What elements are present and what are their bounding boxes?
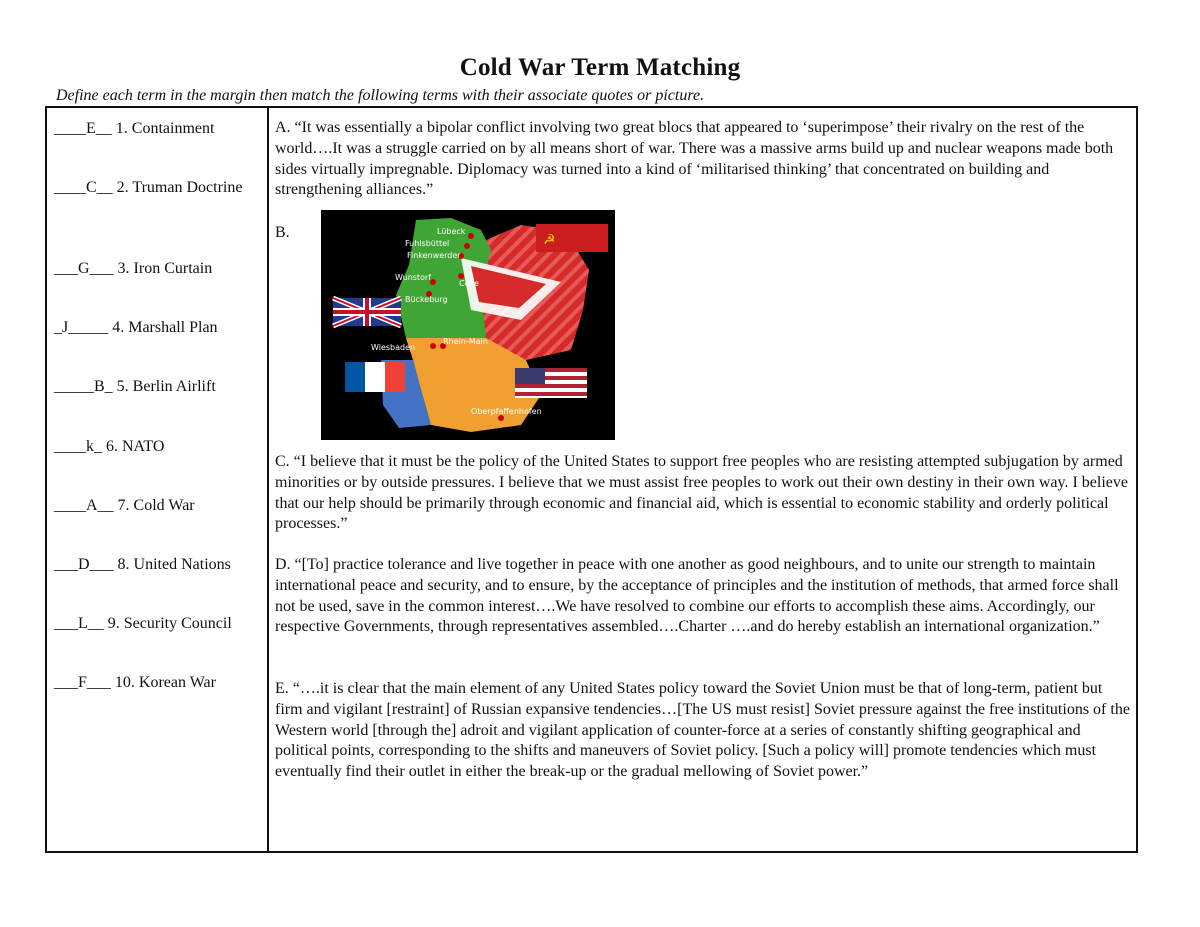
quote-c: C. “I believe that it must be the policy of the United States to support free peoples who are resisting attempted subjugation by armed minorities or by outside pressures. I believe that we must assist free peoples to work out their own destiny in their own way. I believe that our help should be primarily through economic and financial aid, which is essential to economic stability and orderly political processes.” [275, 453, 1128, 533]
instructions: Define each term in the margin then match the following terms with their associate quotes or picture. [56, 87, 705, 104]
matching-table [45, 106, 1138, 853]
map-label-rhein-main: Rhein-Main [443, 337, 488, 346]
map-label-wiesbaden: Wiesbaden [371, 343, 416, 352]
french-flag [345, 362, 405, 392]
svg-text:☭: ☭ [543, 232, 556, 248]
term-item: _____B_ 5. Berlin Airlift [54, 378, 216, 395]
map-label-finkenwerder: Finkenwerder [407, 251, 461, 260]
page-title: Cold War Term Matching [459, 54, 741, 81]
term-item: ____C__ 2. Truman Doctrine [54, 179, 243, 196]
quote-a: A. “It was essentially a bipolar conflict involving two great blocs that appeared to ‘superimpose’ their rivalry on the rest of the world….It was a struggle carried on by all means short of war. There was a massive arms build up and nuclear weapons made both sides virtually impregnable. Diplomacy was turned into a kind of ‘militarised thinking’ that concentrated on building and strengthening alliances.” [275, 119, 1114, 199]
term-item: ____k_ 6. NATO [54, 438, 165, 455]
term-item: ____E__ 1. Containment [54, 120, 215, 137]
map-label-lubeck: Lübeck [437, 227, 466, 236]
germany-map-image [321, 210, 615, 440]
quote-b-label: B. [275, 224, 290, 241]
column-divider [267, 108, 269, 851]
term-item: ___D___ 8. United Nations [54, 556, 231, 573]
term-item: _J_____ 4. Marshall Plan [54, 319, 218, 336]
quote-e: E. “….it is clear that the main element of any United States policy toward the Soviet Union must be that of long-term, patient but firm and vigilant [restraint] of Russian expansive tendencies…[The US must resist] Soviet pressure against the free institutions of the Western world [through the] adroit and vigilant application of counter-force at a series of constantly shifting geographical and political points, corresponding to the shifts and maneuvers of Soviet policy. [Such a policy will] promote tendencies which must eventually find their outlet in either the break-up or the gradual mellowing of Soviet power.” [275, 680, 1130, 781]
term-item: ___G___ 3. Iron Curtain [54, 260, 213, 277]
map-label-oberpfaffenhofen: Oberpfaffenhofen [471, 407, 542, 416]
term-item: ___L__ 9. Security Council [54, 615, 232, 632]
map-label-buckeburg: Bückeburg [405, 295, 448, 304]
us-flag [515, 368, 587, 398]
quote-d: D. “[To] practice tolerance and live together in peace with one another as good neighbours, and to unite our strength to maintain international peace and security, and to ensure, by the acceptance of principles and the institution of methods, that armed force shall not be used, save in the common interest….We have resolved to combine our efforts to accomplish these aims. Accordingly, our respective Governments, through representatives assembled….Charter ….and do hereby establish an international organization.” [275, 556, 1119, 636]
term-item: ____A__ 7. Cold War [54, 497, 195, 514]
term-item: ___F___ 10. Korean War [54, 674, 216, 691]
occupation-zones-map [321, 210, 615, 440]
map-label-fuhlsbuttel: Fuhlsbüttel [405, 239, 450, 248]
map-label-wunstorf: Wunstorf [395, 273, 432, 282]
map-label-celle: Celle [459, 279, 479, 288]
